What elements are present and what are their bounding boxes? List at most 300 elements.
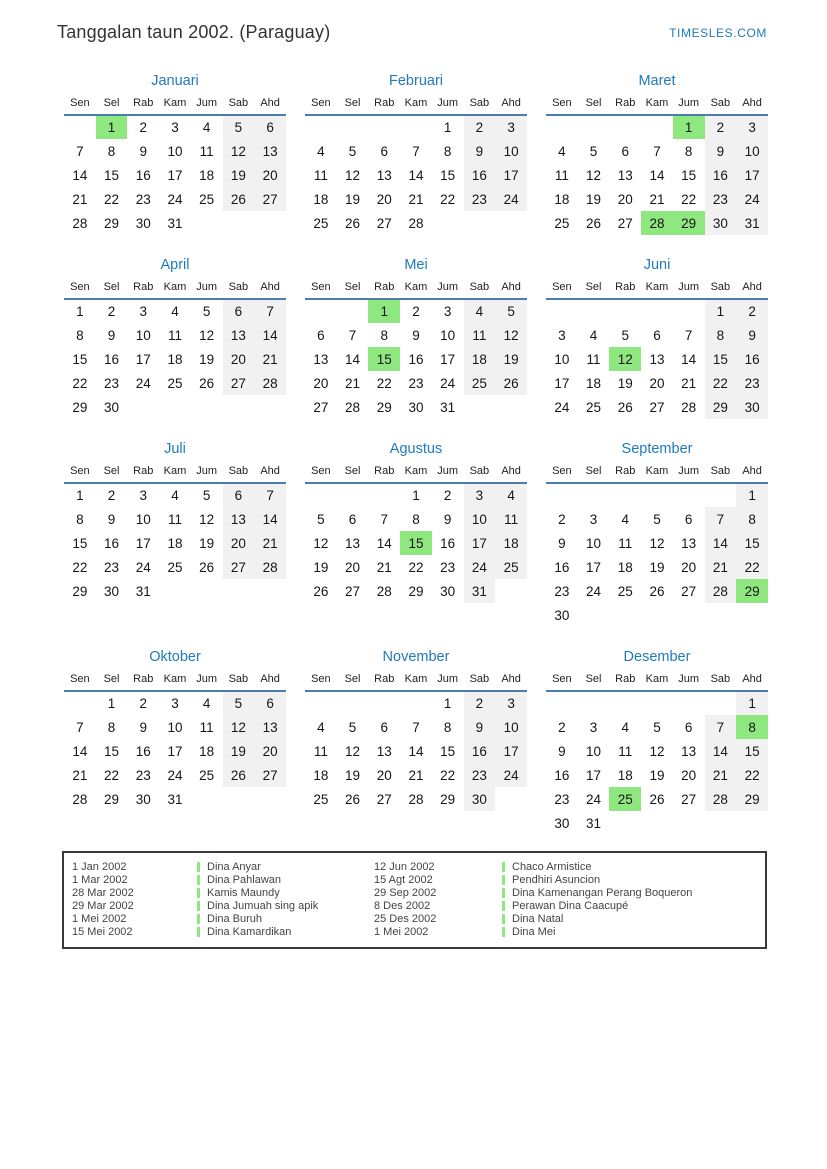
legend-name: Dina Natal <box>502 913 757 925</box>
date-cell: 21 <box>649 191 665 207</box>
month-maret <box>546 73 768 235</box>
date-cell: 9 <box>464 715 496 739</box>
date-cell: 4 <box>171 304 179 319</box>
day-header: Jum <box>678 281 700 293</box>
date-cell: 28 <box>345 399 361 415</box>
empty-cell <box>641 299 673 323</box>
date-cell: 8 <box>443 719 452 735</box>
date-cell: 8 <box>705 323 737 347</box>
empty-cell <box>127 395 159 419</box>
date-cell: 7 <box>254 483 286 507</box>
day-header: Jum <box>437 281 459 293</box>
date-cell: 19 <box>223 163 255 187</box>
date-cell: 26 <box>345 791 361 807</box>
empty-cell <box>705 603 737 627</box>
legend-name: Perawan Dina Caacupé <box>502 900 757 912</box>
date-cell: 17 <box>135 351 151 367</box>
day-header: Sab <box>469 97 490 109</box>
date-cell: 24 <box>464 555 496 579</box>
day-header: Sab <box>228 465 249 477</box>
day-header: Jum <box>678 97 700 109</box>
empty-cell <box>191 395 223 419</box>
date-cell: 15 <box>736 531 768 555</box>
date-cell: 5 <box>317 511 325 527</box>
date-cell: 7 <box>348 327 357 343</box>
date-cell: 25 <box>199 191 215 207</box>
date-cell: 15 <box>705 347 737 371</box>
date-cell: 15 <box>440 167 456 183</box>
date-cell: 17 <box>167 743 183 759</box>
date-cell: 20 <box>223 347 255 371</box>
date-cell: 3 <box>589 511 598 527</box>
day-header: Sab <box>469 673 490 685</box>
date-cell: 6 <box>223 483 255 507</box>
date-cell: 16 <box>408 351 424 367</box>
date-cell: 15 <box>104 167 120 183</box>
holiday-date-cell: 29 <box>736 579 768 603</box>
date-cell: 16 <box>135 167 151 183</box>
day-header: Sel <box>103 465 120 477</box>
empty-cell <box>705 811 737 835</box>
date-cell: 30 <box>736 395 768 419</box>
date-cell: 13 <box>223 507 255 531</box>
date-cell: 22 <box>681 191 697 207</box>
date-cell: 14 <box>72 743 88 759</box>
holiday-date-cell: 28 <box>641 211 673 235</box>
day-header: Sab <box>469 281 490 293</box>
date-cell: 24 <box>736 187 768 211</box>
date-cell: 30 <box>104 399 120 415</box>
empty-cell <box>368 483 400 507</box>
day-header: Kam <box>645 673 669 685</box>
holiday-marker-icon <box>197 862 200 872</box>
date-cell: 27 <box>254 187 286 211</box>
date-cell: 15 <box>681 167 697 183</box>
day-header: Ahd <box>260 465 280 477</box>
day-header: Kam <box>163 673 187 685</box>
date-cell: 1 <box>76 304 84 319</box>
date-cell: 27 <box>254 763 286 787</box>
date-cell: 19 <box>223 739 255 763</box>
date-cell: 28 <box>408 215 424 231</box>
date-cell: 22 <box>408 559 424 575</box>
empty-cell <box>546 115 578 139</box>
date-cell: 7 <box>412 143 420 159</box>
month-desember <box>546 649 768 835</box>
date-cell: 27 <box>313 399 329 415</box>
day-header: Sel <box>344 97 361 109</box>
date-cell: 3 <box>139 488 148 503</box>
date-cell: 20 <box>376 191 392 207</box>
date-cell: 21 <box>408 191 424 207</box>
date-cell: 15 <box>72 351 88 367</box>
date-cell: 7 <box>653 143 661 159</box>
empty-cell <box>546 483 578 507</box>
month-oktober <box>64 649 286 811</box>
date-cell: 9 <box>107 327 116 343</box>
date-cell: 1 <box>76 488 84 503</box>
day-header: Rab <box>615 281 636 293</box>
month-title: April <box>160 257 190 273</box>
legend-date: 28 Mar 2002 <box>72 887 134 899</box>
date-cell: 6 <box>380 143 389 159</box>
date-cell: 31 <box>167 791 183 807</box>
date-cell: 30 <box>408 399 424 415</box>
date-cell: 8 <box>380 327 389 343</box>
date-cell: 18 <box>313 767 329 783</box>
date-cell: 4 <box>621 511 630 527</box>
date-cell: 23 <box>705 187 737 211</box>
empty-cell <box>578 691 610 715</box>
date-cell: 15 <box>72 535 88 551</box>
day-header: Rab <box>133 281 154 293</box>
date-cell: 6 <box>317 327 325 343</box>
date-cell: 23 <box>104 559 120 575</box>
month-title: Maret <box>638 73 676 89</box>
date-cell: 26 <box>199 559 215 575</box>
date-cell: 25 <box>313 791 329 807</box>
day-header: Jum <box>678 465 700 477</box>
date-cell: 24 <box>440 375 456 391</box>
day-header: Kam <box>163 465 187 477</box>
date-cell: 29 <box>408 583 424 599</box>
date-cell: 20 <box>313 375 329 391</box>
day-header: Kam <box>645 465 669 477</box>
date-cell: 28 <box>72 215 88 231</box>
date-cell: 26 <box>345 215 361 231</box>
date-cell: 17 <box>495 739 527 763</box>
date-cell: 2 <box>736 299 768 323</box>
date-cell: 20 <box>681 767 697 783</box>
date-cell: 19 <box>649 559 665 575</box>
date-cell: 11 <box>167 511 182 527</box>
date-cell: 12 <box>313 535 329 551</box>
legend-name: Kamis Maundy <box>197 887 374 899</box>
day-header: Sen <box>552 465 572 477</box>
empty-cell <box>641 811 673 835</box>
day-header: Jum <box>196 97 218 109</box>
date-cell: 10 <box>167 143 183 159</box>
date-cell: 20 <box>376 767 392 783</box>
date-cell: 18 <box>495 531 527 555</box>
day-header: Kam <box>645 97 669 109</box>
date-cell: 20 <box>254 739 286 763</box>
date-cell: 9 <box>558 743 566 759</box>
legend-date: 15 Agt 2002 <box>374 874 433 886</box>
month-title: Mei <box>404 257 428 273</box>
day-header: Sen <box>552 97 572 109</box>
empty-cell <box>578 483 610 507</box>
legend-name: Dina Kamenangan Perang Boqueron <box>502 887 757 899</box>
day-header: Sel <box>103 281 120 293</box>
date-cell: 18 <box>167 351 183 367</box>
month-november <box>305 649 527 811</box>
date-cell: 4 <box>317 143 325 159</box>
empty-cell <box>64 691 96 715</box>
date-cell: 31 <box>736 211 768 235</box>
day-header: Jum <box>437 465 459 477</box>
date-cell: 2 <box>464 691 496 715</box>
date-cell: 9 <box>139 143 148 159</box>
day-header: Sen <box>311 281 331 293</box>
date-cell: 25 <box>167 375 183 391</box>
date-cell: 7 <box>705 507 737 531</box>
date-cell: 14 <box>254 323 286 347</box>
date-cell: 21 <box>345 375 361 391</box>
date-cell: 23 <box>554 791 570 807</box>
empty-cell <box>641 603 673 627</box>
legend-name: Dina Anyar <box>197 861 374 873</box>
day-header: Sab <box>710 97 731 109</box>
date-cell: 2 <box>107 304 116 319</box>
date-cell: 16 <box>554 559 570 575</box>
date-cell: 25 <box>313 215 329 231</box>
empty-cell <box>337 299 369 323</box>
date-cell: 24 <box>495 187 527 211</box>
holiday-date-cell: 12 <box>609 347 641 371</box>
date-cell: 20 <box>681 559 697 575</box>
date-cell: 13 <box>313 351 329 367</box>
empty-cell <box>305 115 337 139</box>
date-cell: 3 <box>495 691 527 715</box>
date-cell: 28 <box>705 787 737 811</box>
date-cell: 29 <box>376 399 392 415</box>
date-cell: 22 <box>376 375 392 391</box>
date-cell: 5 <box>202 304 211 319</box>
holiday-marker-icon <box>197 875 200 885</box>
date-cell: 9 <box>736 323 768 347</box>
day-header: Sab <box>710 465 731 477</box>
date-cell: 21 <box>72 191 88 207</box>
date-cell: 2 <box>705 115 737 139</box>
day-header: Kam <box>645 281 669 293</box>
legend-date: 1 Mei 2002 <box>72 913 127 925</box>
empty-cell <box>609 691 641 715</box>
legend-date: 25 Des 2002 <box>374 913 437 925</box>
date-cell: 14 <box>376 535 392 551</box>
empty-cell <box>159 579 191 603</box>
date-cell: 14 <box>681 351 697 367</box>
date-cell: 26 <box>223 763 255 787</box>
day-header: Sen <box>70 97 90 109</box>
date-cell: 22 <box>736 555 768 579</box>
date-cell: 1 <box>736 483 768 507</box>
empty-cell <box>400 115 432 139</box>
date-cell: 2 <box>558 719 566 735</box>
legend-name: Dina Kamardikan <box>197 926 374 938</box>
date-cell: 6 <box>223 299 255 323</box>
date-cell: 5 <box>495 299 527 323</box>
date-cell: 24 <box>586 791 602 807</box>
day-header: Rab <box>615 673 636 685</box>
site-link[interactable]: TIMESLES.COM <box>669 26 767 40</box>
legend-date: 1 Jan 2002 <box>72 861 127 873</box>
date-cell: 30 <box>464 787 496 811</box>
month-title: Juli <box>164 441 186 457</box>
date-cell: 9 <box>139 719 148 735</box>
date-cell: 4 <box>589 327 598 343</box>
date-cell: 5 <box>653 719 661 735</box>
date-cell: 16 <box>104 535 120 551</box>
month-title: Desember <box>623 649 691 665</box>
legend-name: Dina Buruh <box>197 913 374 925</box>
empty-cell <box>673 811 705 835</box>
date-cell: 5 <box>223 115 255 139</box>
empty-cell <box>191 211 223 235</box>
date-cell: 3 <box>558 327 566 343</box>
date-cell: 13 <box>376 167 392 183</box>
date-cell: 17 <box>440 351 456 367</box>
date-cell: 29 <box>72 399 88 415</box>
month-title: Agustus <box>389 441 443 457</box>
empty-cell <box>705 691 737 715</box>
date-cell: 12 <box>649 743 665 759</box>
holiday-date-cell: 29 <box>673 211 705 235</box>
date-cell: 23 <box>554 583 570 599</box>
empty-cell <box>641 691 673 715</box>
date-cell: 12 <box>345 743 361 759</box>
date-cell: 25 <box>464 371 496 395</box>
date-cell: 25 <box>554 215 570 231</box>
date-cell: 4 <box>495 483 527 507</box>
date-cell: 31 <box>464 579 496 603</box>
date-cell: 29 <box>705 395 737 419</box>
date-cell: 24 <box>495 763 527 787</box>
legend-name: Dina Mei <box>502 926 757 938</box>
date-cell: 23 <box>464 763 496 787</box>
date-cell: 20 <box>345 559 361 575</box>
empty-cell <box>578 299 610 323</box>
date-cell: 28 <box>705 579 737 603</box>
day-header: Sel <box>344 673 361 685</box>
date-cell: 13 <box>345 535 361 551</box>
day-header: Sel <box>103 97 120 109</box>
date-cell: 23 <box>104 375 120 391</box>
empty-cell <box>64 115 96 139</box>
date-cell: 17 <box>135 535 151 551</box>
date-cell: 23 <box>135 191 151 207</box>
date-cell: 26 <box>199 375 215 391</box>
date-cell: 24 <box>167 191 183 207</box>
legend-name: Chaco Armistice <box>502 861 757 873</box>
date-cell: 3 <box>589 719 598 735</box>
date-cell: 12 <box>649 535 665 551</box>
date-cell: 1 <box>705 299 737 323</box>
day-header: Sel <box>344 281 361 293</box>
date-cell: 29 <box>736 787 768 811</box>
legend-date: 1 Mar 2002 <box>72 874 128 886</box>
date-cell: 1 <box>736 691 768 715</box>
holiday-legend <box>62 851 767 949</box>
date-cell: 26 <box>649 791 665 807</box>
month-juli <box>64 441 286 603</box>
day-header: Ahd <box>742 673 762 685</box>
date-cell: 6 <box>684 719 693 735</box>
date-cell: 11 <box>199 719 214 735</box>
date-cell: 7 <box>380 511 389 527</box>
date-cell: 26 <box>495 371 527 395</box>
date-cell: 12 <box>199 327 215 343</box>
empty-cell <box>495 787 527 811</box>
month-title: Juni <box>643 257 671 273</box>
date-cell: 5 <box>223 691 255 715</box>
empty-cell <box>641 483 673 507</box>
date-cell: 18 <box>554 191 570 207</box>
date-cell: 18 <box>313 191 329 207</box>
date-cell: 30 <box>135 215 151 231</box>
date-cell: 13 <box>223 323 255 347</box>
date-cell: 21 <box>72 767 88 783</box>
date-cell: 9 <box>705 139 737 163</box>
day-header: Ahd <box>501 281 521 293</box>
empty-cell <box>305 483 337 507</box>
date-cell: 8 <box>443 143 452 159</box>
date-cell: 6 <box>348 511 357 527</box>
empty-cell <box>464 395 496 419</box>
date-cell: 1 <box>107 696 116 711</box>
empty-cell <box>609 811 641 835</box>
date-cell: 16 <box>705 163 737 187</box>
date-cell: 20 <box>649 375 665 391</box>
date-cell: 16 <box>135 743 151 759</box>
empty-cell <box>464 211 496 235</box>
date-cell: 18 <box>167 535 183 551</box>
date-cell: 25 <box>617 583 633 599</box>
day-header: Sel <box>344 465 361 477</box>
empty-cell <box>641 115 673 139</box>
holiday-date-cell: 15 <box>368 347 400 371</box>
date-cell: 23 <box>408 375 424 391</box>
date-cell: 11 <box>167 327 182 343</box>
date-cell: 31 <box>167 215 183 231</box>
day-header: Sab <box>710 673 731 685</box>
day-header: Sel <box>585 97 602 109</box>
date-cell: 30 <box>440 583 456 599</box>
month-title: Februari <box>389 73 443 89</box>
date-cell: 2 <box>139 696 148 711</box>
empty-cell <box>495 211 527 235</box>
date-cell: 27 <box>681 791 697 807</box>
legend-date: 1 Mei 2002 <box>374 926 429 938</box>
date-cell: 8 <box>412 511 420 527</box>
empty-cell <box>254 787 286 811</box>
date-cell: 13 <box>649 351 665 367</box>
date-cell: 17 <box>464 531 496 555</box>
day-header: Jum <box>437 97 459 109</box>
date-cell: 19 <box>345 191 361 207</box>
date-cell: 25 <box>495 555 527 579</box>
date-cell: 16 <box>104 351 120 367</box>
date-cell: 9 <box>558 535 566 551</box>
day-header: Jum <box>196 673 218 685</box>
day-header: Rab <box>615 97 636 109</box>
date-cell: 4 <box>202 120 211 135</box>
date-cell: 26 <box>223 187 255 211</box>
date-cell: 24 <box>135 559 151 575</box>
date-cell: 23 <box>464 187 496 211</box>
date-cell: 6 <box>621 143 630 159</box>
empty-cell <box>337 115 369 139</box>
date-cell: 2 <box>558 511 566 527</box>
date-cell: 13 <box>681 535 697 551</box>
date-cell: 10 <box>135 327 151 343</box>
empty-cell <box>673 603 705 627</box>
date-cell: 4 <box>558 143 566 159</box>
date-cell: 17 <box>495 163 527 187</box>
page-header <box>0 0 827 43</box>
date-cell: 26 <box>313 583 329 599</box>
date-cell: 22 <box>705 371 737 395</box>
